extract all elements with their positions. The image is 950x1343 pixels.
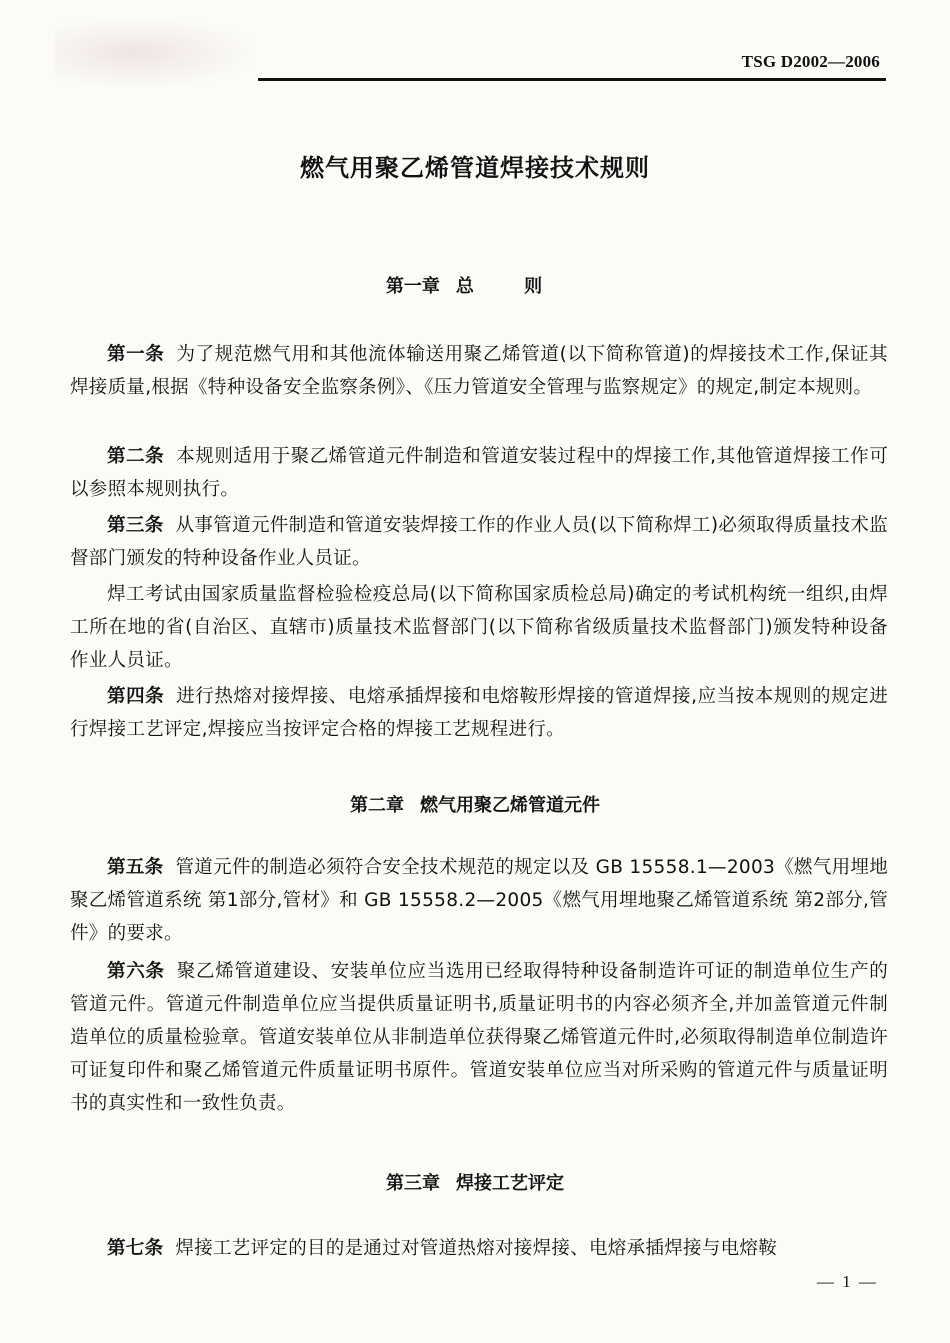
article-text: 聚乙烯管道建设、安装单位应当选用已经取得特种设备制造许可证的制造单位生产的管道元件。管道元件制造单位应当提供质量证明书,质量证明书的内容必须齐全,并加盖管道元件制造单位的质量检验章。管道安装单位从非制造单位获得聚乙烯管道元件时,必须取得制造单位制造许可证复印件和聚乙烯管道元件质量证明书原件。管道安装单位应当对所采购的管道元件与质量证明书的真实性和一致性负责。 (70, 961, 888, 1114)
article-paragraph (70, 509, 888, 575)
article-number: 第六条 (107, 961, 165, 982)
body-paragraph (70, 578, 888, 677)
chapter-heading-2 (0, 791, 950, 817)
chapter-title: 燃气用聚乙烯管道元件 (420, 795, 600, 816)
article-paragraph (70, 1232, 888, 1265)
chapter-title: 总 则 (455, 276, 565, 297)
chapter-heading-1 (0, 272, 950, 298)
faded-stamp (55, 18, 255, 88)
article-text: 本规则适用于聚乙烯管道元件制造和管道安装过程中的焊接工作,其他管道焊接工作可以参照本规则执行。 (70, 446, 888, 500)
article-number: 第三条 (107, 515, 164, 536)
document-title: 燃气用聚乙烯管道焊接技术规则 (300, 154, 650, 182)
chapter-heading-3 (0, 1169, 950, 1195)
article-number: 第七条 (107, 1238, 164, 1259)
article-number: 第一条 (107, 344, 165, 365)
chapter-title: 焊接工艺评定 (456, 1173, 564, 1194)
article-paragraph (70, 338, 888, 404)
article-text: 管道元件的制造必须符合安全技术规范的规定以及 GB 15558.1—2003《燃气用埋地聚乙烯管道系统 第1部分,管材》和 GB 15558.2—2005《燃气用埋地聚乙烯管道系统 第2部分,管件》的要求。 (70, 857, 888, 944)
article-text: 为了规范燃气用和其他流体输送用聚乙烯管道(以下简称管道)的焊接技术工作,保证其焊接质量,根据《特种设备安全监察条例》、《压力管道安全管理与监察规定》的规定,制定本规则。 (70, 344, 888, 398)
article-paragraph (70, 955, 888, 1120)
article-paragraph (70, 851, 888, 950)
article-number: 第四条 (107, 686, 165, 707)
chapter-number: 第三章 (386, 1173, 440, 1194)
document-code: TSG D2002—2006 (741, 52, 880, 71)
chapter-number: 第一章 (385, 276, 440, 297)
article-number: 第五条 (107, 857, 164, 878)
article-paragraph (70, 440, 888, 506)
article-text: 进行热熔对接焊接、电熔承插焊接和电熔鞍形焊接的管道焊接,应当按本规则的规定进行焊接工艺评定,焊接应当按评定合格的焊接工艺规程进行。 (70, 686, 888, 740)
article-number: 第二条 (107, 446, 165, 467)
chapter-number: 第二章 (350, 795, 404, 816)
paragraph-text: 焊工考试由国家质量监督检验检疫总局(以下简称国家质检总局)确定的考试机构统一组织,由焊工所在地的省(自治区、直辖市)质量技术监督部门(以下简称省级质量技术监督部门)颁发特种设备作业人员证。 (70, 584, 889, 671)
page-number: — 1 — (817, 1272, 878, 1291)
article-text: 从事管道元件制造和管道安装焊接工作的作业人员(以下简称焊工)必须取得质量技术监督部门颁发的特种设备作业人员证。 (70, 515, 888, 569)
header-rule (258, 78, 886, 81)
article-text: 焊接工艺评定的目的是通过对管道热熔对接焊接、电熔承插焊接与电熔鞍 (175, 1238, 778, 1259)
article-paragraph (70, 680, 888, 746)
